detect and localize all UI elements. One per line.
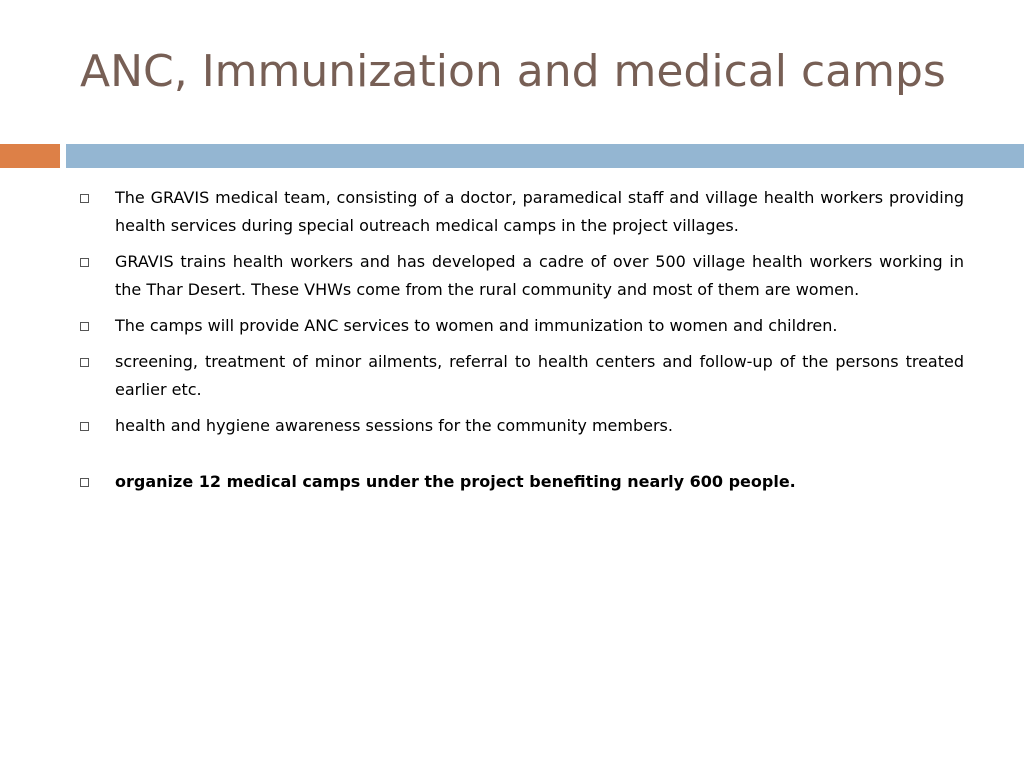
bullet-text: The GRAVIS medical team, consisting of a doctor, paramedical staff and village health workers providing health services during special outreach medical camps in the project villages. — [115, 188, 964, 235]
accent-bar-right — [66, 144, 1024, 168]
accent-bar-left — [0, 144, 60, 168]
bullet-item — [80, 348, 964, 404]
bullet-item — [80, 412, 964, 440]
bullet-item — [80, 184, 964, 240]
bullet-item-highlight — [80, 468, 964, 496]
bullet-item — [80, 248, 964, 304]
slide-title: ANC, Immunization and medical camps — [80, 46, 946, 97]
hollow-square-icon — [80, 194, 89, 203]
bullet-text: organize 12 medical camps under the project benefiting nearly 600 people. — [115, 472, 796, 491]
hollow-square-icon — [80, 322, 89, 331]
bullet-text: GRAVIS trains health workers and has developed a cadre of over 500 village health workers working in the Thar Desert. These VHWs come from the rural community and most of them are women. — [115, 252, 964, 299]
bullet-text: The camps will provide ANC services to women and immunization to women and children. — [115, 316, 838, 335]
bullet-item — [80, 312, 964, 340]
hollow-square-icon — [80, 478, 89, 487]
hollow-square-icon — [80, 422, 89, 431]
hollow-square-icon — [80, 358, 89, 367]
bullet-text: health and hygiene awareness sessions for the community members. — [115, 416, 673, 435]
bullet-text: screening, treatment of minor ailments, referral to health centers and follow-up of the persons treated earlier etc. — [115, 352, 964, 399]
bullet-list — [80, 184, 964, 504]
hollow-square-icon — [80, 258, 89, 267]
